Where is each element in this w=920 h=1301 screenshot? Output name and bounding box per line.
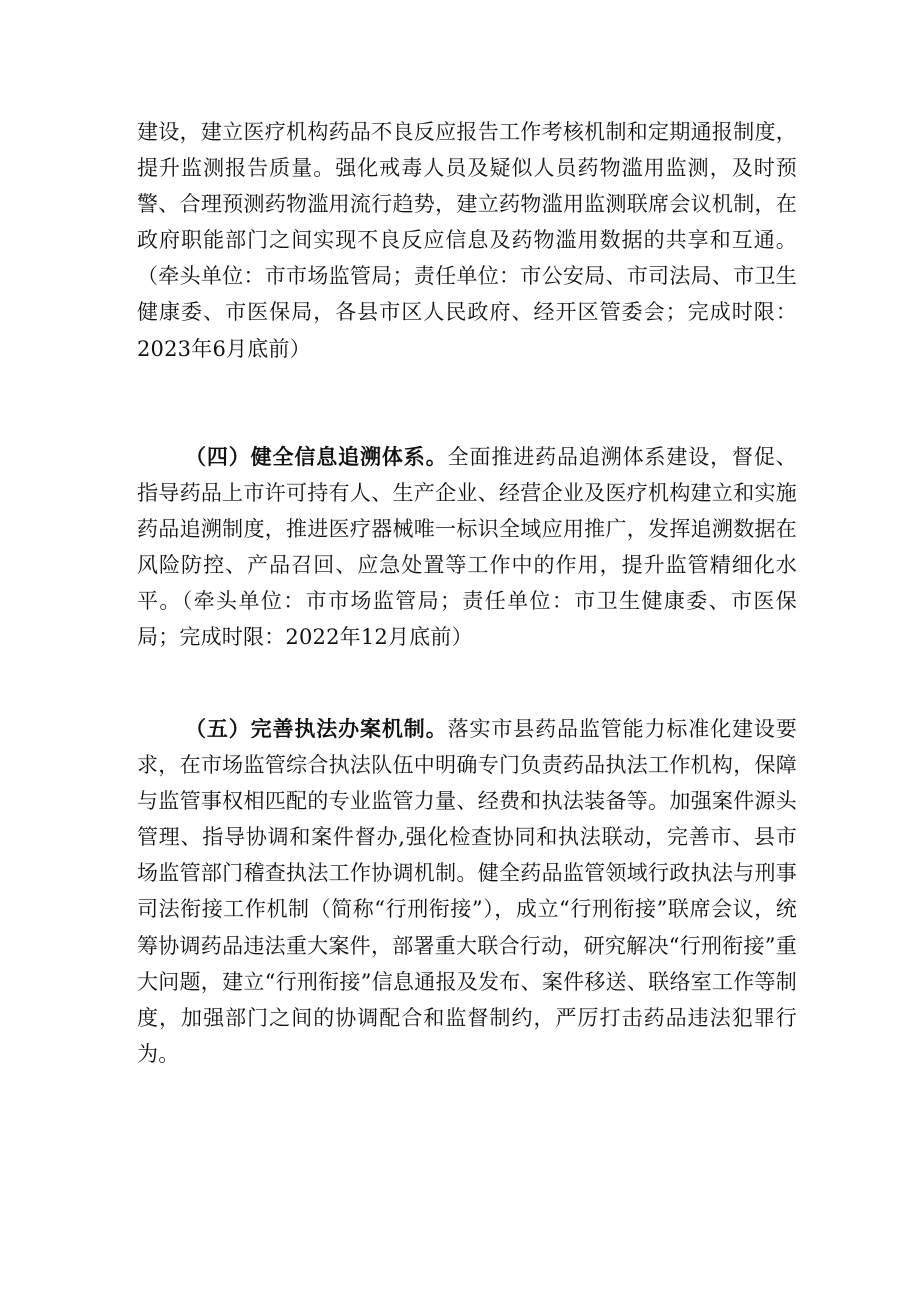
paragraph-3 — [137, 711, 797, 1072]
paragraph-2-text: 全面推进药品追溯体系建设，督促、指导药品上市许可持有人、生产企业、经营企业及医疗机构建立和实施药品追溯制度，推进医疗器械唯一标识全域应用推广，发挥追溯数据在风险防控、产品召回、应急处置等工作中的作用，提升监管精细化水平。（牵头单位：市市场监管局；责任单位：市卫生健康委、市医保局；完成时限：2022年12月底前） — [137, 445, 797, 650]
paragraph-3-text: 落实市县药品监管能力标准化建设要求，在市场监管综合执法队伍中明确专门负责药品执法工作机构，保障与监管事权相匹配的专业监管力量、经费和执法装备等。加强案件源头管理、指导协调和案件督办,强化检查协同和执法联动，完善市、县市场监管部门稽查执法工作协调机制。健全药品监管领域行政执法与刑事司法衔接工作机制（简称“行刑衔接”），成立“行刑衔接”联席会议，统筹协调药品违法重大案件，部署重大联合行动，研究解决“行刑衔接”重大问题，建立“行刑衔接”信息通报及发布、案件移送、联络室工作等制度，加强部门之间的协调配合和监督制约，严厉打击药品违法犯罪行为。 — [137, 717, 797, 1066]
paragraph-1 — [137, 114, 797, 367]
paragraph-2-heading: （四）健全信息追溯体系。 — [185, 444, 448, 469]
paragraph-1-text: 建设，建立医疗机构药品不良反应报告工作考核机制和定期通报制度，提升监测报告质量。强化戒毒人员及疑似人员药物滥用监测，及时预警、合理预测药物滥用流行趋势，建立药物滥用监测联席会议机制，在政府职能部门之间实现不良反应信息及药物滥用数据的共享和互通。（牵头单位：市市场监管局；责任单位：市公安局、市司法局、市卫生健康委、市医保局，各县市区人民政府、经开区管委会；完成时限：2023年6月底前） — [137, 120, 797, 361]
paragraph-3-heading: （五）完善执法办案机制。 — [185, 716, 448, 741]
paragraph-2 — [137, 439, 797, 656]
